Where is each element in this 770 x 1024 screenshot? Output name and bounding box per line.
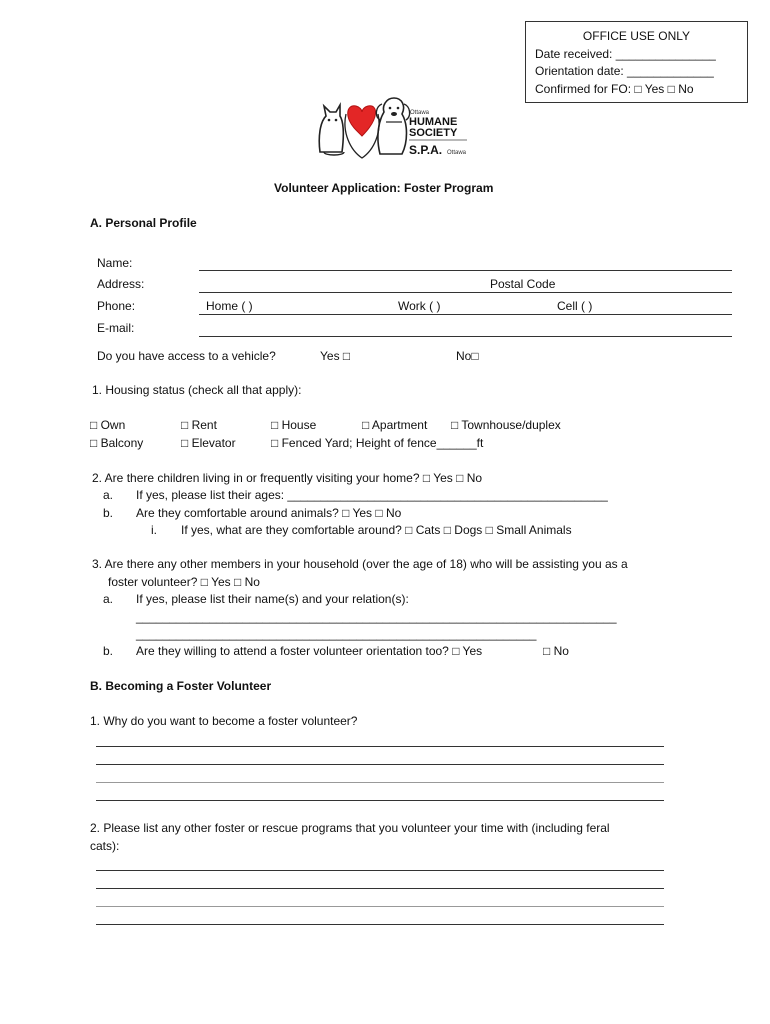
q2bi-marker: i. — [151, 523, 157, 537]
own-checkbox[interactable]: □ Own — [90, 418, 126, 432]
postal-code-label: Postal Code — [490, 277, 556, 291]
form-title: Volunteer Application: Foster Program — [274, 181, 494, 195]
balcony-checkbox[interactable]: □ Balcony — [90, 436, 144, 450]
other-programs-question: 2. Please list any other foster or rescue programs that you volunteer your time with (including feral — [90, 821, 610, 835]
section-a-heading: A. Personal Profile — [90, 216, 197, 230]
email-label: E-mail: — [97, 321, 135, 335]
orientation-attend-question[interactable]: Are they willing to attend a foster volunteer orientation too? □ Yes — [136, 644, 483, 658]
office-use-title: OFFICE USE ONLY — [582, 29, 691, 43]
why-foster-line-4[interactable] — [96, 800, 664, 801]
phone-line[interactable] — [199, 314, 732, 315]
date-received-field[interactable]: Date received: _______________ — [535, 46, 716, 61]
q3a-marker: a. — [103, 592, 114, 606]
elevator-checkbox[interactable]: □ Elevator — [181, 436, 236, 450]
home-phone-label: Home ( ) — [206, 299, 253, 313]
other-programs-line-2[interactable] — [96, 888, 664, 889]
comfortable-animals-options[interactable]: If yes, what are they comfortable around? □ Cats □ Dogs □ Small Animals — [181, 523, 572, 537]
logo-humane: HUMANE — [409, 116, 458, 128]
address-line[interactable] — [199, 292, 732, 293]
why-foster-line-1[interactable] — [96, 746, 664, 747]
logo-spa: S.P.A. — [409, 143, 443, 157]
members-names-line-2[interactable]: ____________________________________________________________ — [136, 627, 537, 641]
vehicle-no-checkbox[interactable]: No□ — [456, 349, 479, 363]
logo-ottawa-top: Ottawa — [410, 110, 430, 116]
apartment-checkbox[interactable]: □ Apartment — [362, 418, 428, 432]
logo-ottawa-bottom: Ottawa — [447, 150, 467, 156]
q2a-marker: a. — [103, 488, 114, 502]
why-foster-line-2[interactable] — [96, 764, 664, 765]
vehicle-question: Do you have access to a vehicle? — [97, 349, 276, 363]
confirmed-fo-field[interactable]: Confirmed for FO: □ Yes □ No — [535, 81, 694, 96]
name-line[interactable] — [199, 270, 732, 271]
fenced-yard-checkbox[interactable]: □ Fenced Yard; Height of fence______ft — [271, 436, 484, 450]
children-question[interactable]: 2. Are there children living in or frequently visiting your home? □ Yes □ No — [92, 471, 483, 485]
email-line[interactable] — [199, 336, 732, 337]
foster-volunteer-yes-no[interactable]: foster volunteer? □ Yes □ No — [108, 575, 260, 589]
members-names-line-1[interactable]: ________________________________________________________________________ — [136, 610, 617, 624]
vehicle-yes-checkbox[interactable]: Yes □ — [320, 349, 351, 363]
other-programs-question-cont: cats): — [90, 839, 120, 853]
cat-dog-heart-icon — [314, 92, 474, 162]
q3b-marker: b. — [103, 644, 114, 658]
members-names-label: If yes, please list their name(s) and your relation(s): — [136, 592, 409, 606]
logo-society: SOCIETY — [409, 127, 458, 139]
other-programs-line-3[interactable] — [96, 906, 664, 907]
cell-phone-label: Cell ( ) — [557, 299, 593, 313]
section-b-heading: B. Becoming a Foster Volunteer — [90, 679, 272, 693]
other-programs-line-1[interactable] — [96, 870, 664, 871]
q2b-marker: b. — [103, 506, 114, 520]
housing-question: 1. Housing status (check all that apply): — [92, 383, 302, 397]
townhouse-checkbox[interactable]: □ Townhouse/duplex — [451, 418, 561, 432]
work-phone-label: Work ( ) — [398, 299, 441, 313]
children-ages-field[interactable]: If yes, please list their ages: ________________________________________________ — [136, 488, 608, 502]
name-label: Name: — [97, 256, 133, 270]
address-label: Address: — [97, 277, 145, 291]
orientation-date-field[interactable]: Orientation date: _____________ — [535, 64, 714, 78]
rent-checkbox[interactable]: □ Rent — [181, 418, 217, 432]
children-comfortable-question[interactable]: Are they comfortable around animals? □ Yes □ No — [136, 506, 402, 520]
other-programs-line-4[interactable] — [96, 924, 664, 925]
why-foster-question: 1. Why do you want to become a foster volunteer? — [90, 714, 358, 728]
orientation-attend-no[interactable]: □ No — [543, 644, 569, 658]
household-members-question: 3. Are there any other members in your household (over the age of 18) who will be assisting you as a — [92, 557, 628, 571]
house-checkbox[interactable]: □ House — [271, 418, 317, 432]
phone-label: Phone: — [97, 299, 136, 313]
humane-society-logo — [314, 92, 474, 162]
office-use-box — [525, 21, 748, 103]
why-foster-line-3[interactable] — [96, 782, 664, 783]
